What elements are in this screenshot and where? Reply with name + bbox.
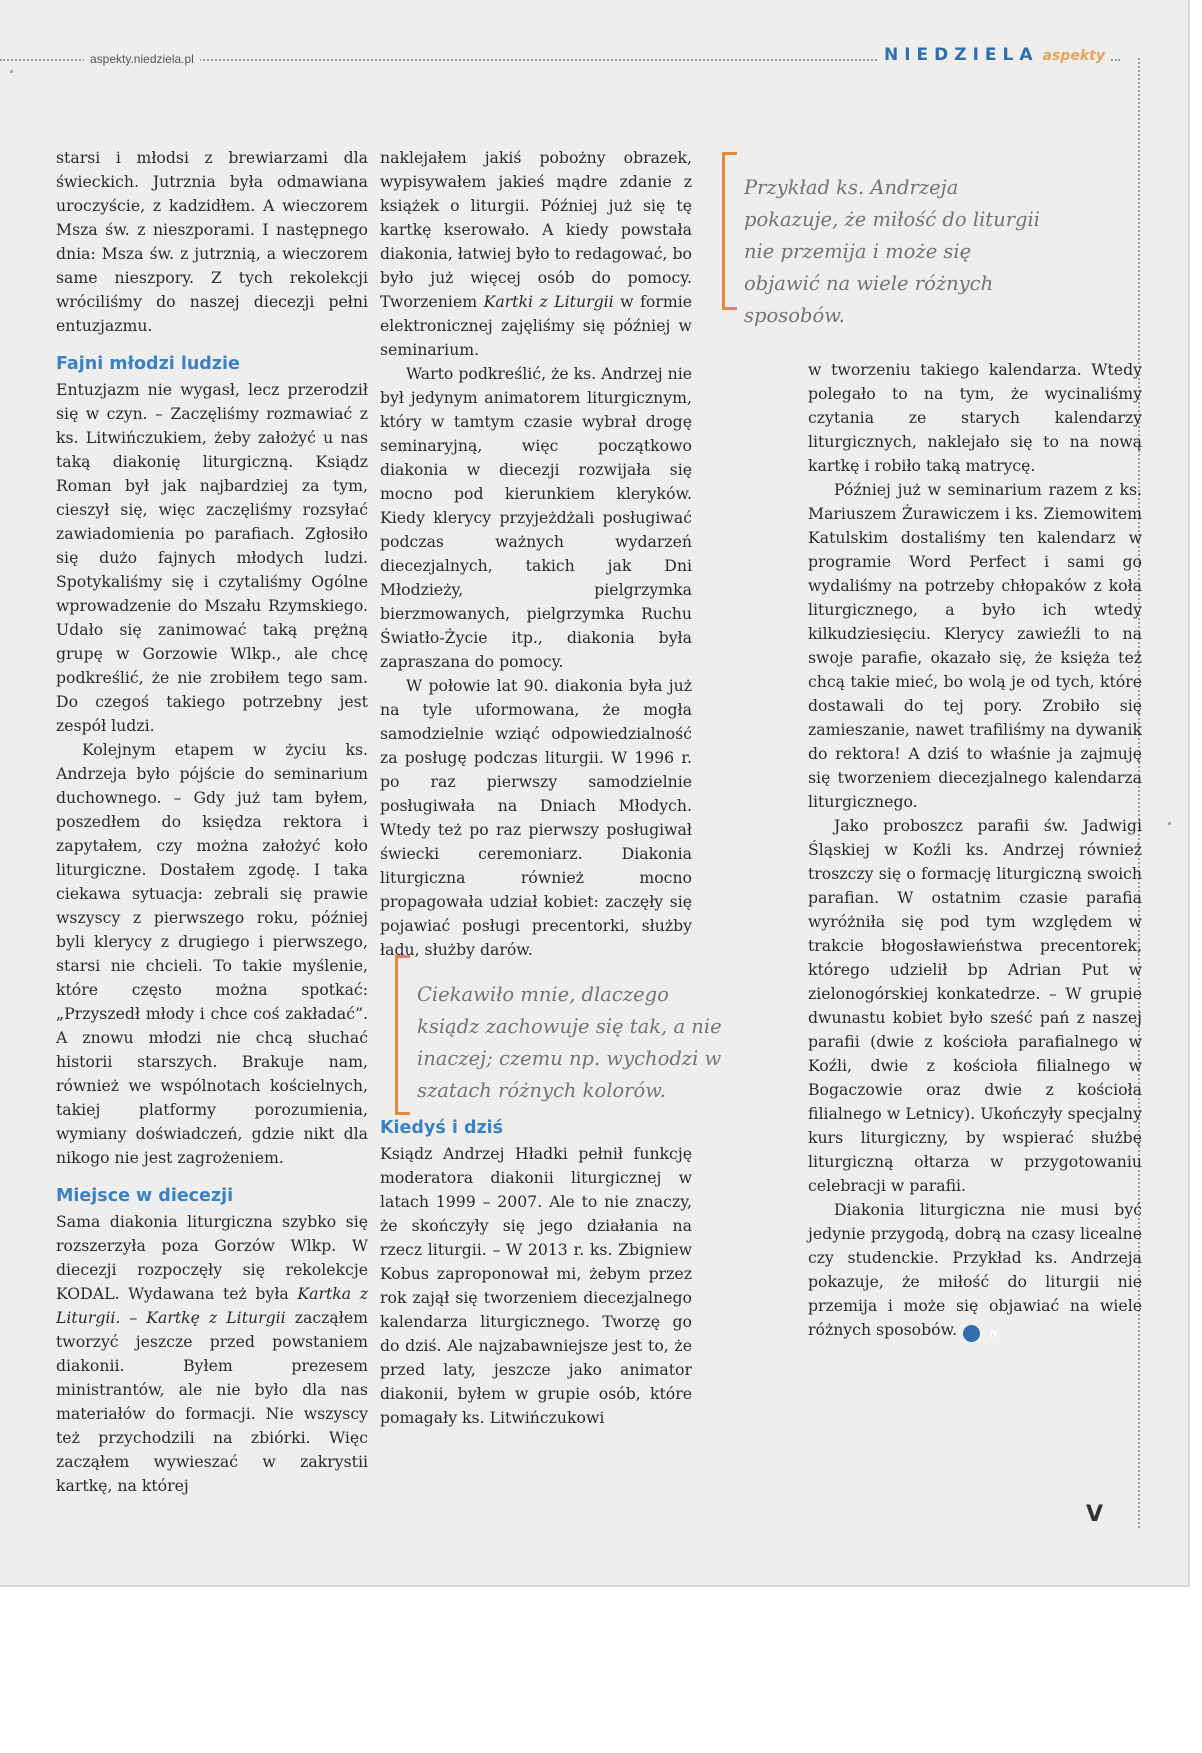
page-number: V: [1086, 1502, 1104, 1527]
article-column-1: [56, 146, 368, 1498]
paragraph: Diakonia liturgiczna nie musi być jedynie przygodą, dobrą na czasy licealne czy studenckie. Przykład ks. Andrzeja pokazuje, że miłość do liturgii nie przemija i może się objawiać na wiele różnych sposobów. n: [808, 1200, 1142, 1340]
paragraph: Kolejnym etapem w życiu ks. Andrzeja było pójście do seminarium duchownego. – Gdy już tam byłem, poszedłem do księdza rektora i zapytałem, czy można założyć koło liturgiczne. Dostałem zgodę. I taka ciekawa sytuacja: zebrali się prawie wszyscy z pierwszego roku, później byli klerycy z drugiego i pierwszego, starsi nie chcieli. To takie myślenie, które często można spotkać: „Przyszedł młody i chce coś zakładać”. A znowu młodzi nie chcą słuchać historii starszych. Brakuje nam, również we wspólnotach kościelnych, takiej platformy porozumienia, wymiany doświadczeń, gdzie nikt dla nikogo nie jest zagrożeniem.: [56, 740, 368, 1167]
article-column-2: [380, 146, 692, 1430]
bracket-icon: [722, 152, 737, 310]
section-heading: Fajni młodzi ludzie: [56, 354, 240, 374]
paragraph: W połowie lat 90. diakonia była już na tyle uformowana, że mogła samodzielnie wziąć odpowiedzialność za posługę podczas liturgii. W 1996 r. po raz pierwszy samodzielnie posługiwała na Dniach Młodych. Wtedy też po raz pierwszy posługiwał świecki ceremoniarz. Diakonia liturgiczna również mocno propagowała udział kobiet: zaczęły się pojawiać posługi precentorki, służby ładu, służby darów.: [380, 676, 692, 959]
bracket-icon: [395, 955, 410, 1115]
paragraph: Jako proboszcz parafii św. Jadwigi Śląskiej w Koźli ks. Andrzej również troszczy się o formację liturgiczną swoich parafian. W ostatnim czasie parafia wyróżniła się pod tym względem w trakcie błogosławieństwa precentorek, którego udzielił bp Adrian Put w zielonogórskiej konkatedrze. – W grupie dwunastu kobiet było sześć pań z naszej parafii (dwie z kościoła parafialnego w Koźli, dwie z kościoła filialnego w Bogaczowie oraz dwie z kościoła filialnego w Letnicy). Ukończyły specjalny kurs liturgiczny, by wspierać służbę liturgiczną ołtarza w przygotowaniu celebracji w parafii.: [808, 816, 1142, 1195]
scan-fleck: [1168, 822, 1171, 825]
brand-name: NIEDZIELA: [884, 45, 1039, 65]
paragraph: w tworzeniu takiego kalendarza. Wtedy polegało to na tym, że wycinaliśmy czytania ze starych kalendarzy liturgicznych, naklejało się to na nową kartkę i robiło taką matrycę.: [808, 360, 1142, 475]
brand-subtitle: aspekty: [1042, 48, 1105, 64]
paragraph: Warto podkreślić, że ks. Andrzej nie był jedynym animatorem liturgicznym, który w tamtym czasie wybrał drogę seminaryjną, więc początkowo diakonia w diecezji rozwijała się mocno pod kierunkiem kleryków. Kiedy klerycy przyjeżdżali posługiwać podczas ważnych wydarzeń diecezjalnych, takich jak Dni Młodzieży, pielgrzymka bierzmowanych, pielgrzymka Ruchu Światło-Życie itp., diakonia była zapraszana do pomocy.: [380, 364, 692, 671]
paragraph: starsi i młodsi z brewiarzami dla świeckich. Jutrznia była odmawiana uroczyście, z kadzidłem. A wieczorem Msza św. z nieszporami. I następnego dnia: Msza św. z jutrznią, a wieczorem same nieszpory. Z tych rekolekcji wróciliśmy do naszej diecezji pełni entuzjazmu.: [56, 148, 368, 335]
paragraph: Ksiądz Andrzej Hładki pełnił funkcję moderatora diakonii liturgicznej w latach 1999 – 2007. Ale to nie znaczy, że skończyły się jego działania na rzecz liturgii. – W 2013 r. ks. Zbigniew Kobus zaproponował mi, żebym przez rok zajął się tworzeniem diecezjalnego kalendarza liturgicznego. Tworzę go do dziś. Ale najzabawniejsze jest to, że przed laty, jeszcze jako animator diakonii, byłem w grupie osób, które pomagały ks. Litwińczukowi: [380, 1144, 692, 1427]
site-url: aspekty.niedziela.pl: [84, 52, 200, 66]
publication-title: Kartka z Liturgii: [56, 1284, 368, 1327]
scan-fleck: [10, 70, 13, 73]
publication-title: Kartkę z Liturgii: [146, 1308, 286, 1327]
pull-quote-text: Przykład ks. Andrzeja pokazuje, że miłość do liturgii nie przemija i może się objawić na wiele różnych sposobów.: [744, 176, 1040, 327]
paragraph: Entuzjazm nie wygasł, lecz przerodził się w czyn. – Zaczęliśmy rozmawiać z ks. Litwińczukiem, żeby założyć u nas taką diakonię liturgiczną. Ksiądz Roman był jak najbardziej za tym, cieszył się, więc zaczęliśmy rozsyłać zawiadomienia po parafiach. Zgłosiło się dużo fajnych młodych ludzi. Spotykaliśmy się i czytaliśmy Ogólne wprowadzenie do Mszału Rzymskiego. Udało się zanimować taką prężną grupę w Gorzowie Wlkp., ale chcę podkreślić, że nie zrobiłem tego sam. Do czegoś takiego potrzebny jest zespół ludzi.: [56, 380, 368, 735]
paragraph: Sama diakonia liturgiczna szybko się rozszerzyła poza Gorzów Wlkp. W diecezji rozpoczęły się rekolekcje KODAL. Wydawana też była Kartka z Liturgii. – Kartkę z Liturgii zacząłem tworzyć jeszcze przed powstaniem diakonii. Byłem prezesem ministrantów, ale nie było dla nas materiałów do formacji. Nie wszyscy też przychodzili na zbiórki. Więc zacząłem wywieszać w zakrystii kartkę, na której: [56, 1212, 368, 1495]
end-of-article-icon: n: [963, 1325, 980, 1342]
paragraph: Później już w seminarium razem z ks. Mariuszem Żurawiczem i ks. Ziemowitem Katulskim dostaliśmy ten kalendarz w programie Word Perfect i sami go wydaliśmy na potrzeby chłopaków z koła liturgicznego, a było ich wtedy kilkudziesięciu. Klerycy zawieźli to na swoje parafie, okazało się, że księża też chcą takie mieć, bo wolą je od tych, które dostawali do tej pory. Zrobiło się zamieszanie, nawet trafiliśmy na dywanik do rektora! A dziś to właśnie ja zajmuję się tworzeniem diecezjalnego kalendarza liturgicznego.: [808, 480, 1142, 811]
pull-quote-middle: [395, 955, 725, 1115]
paragraph: naklejałem jakiś pobożny obrazek, wypisywałem jakieś mądre zdanie z książek o liturgii. Później już się tę kartkę kserowało. A kiedy powstała diakonia, łatwiej było to redagować, bo było już więcej osób do pomocy. Tworzeniem Kartki z Liturgii w formie elektronicznej zajęliśmy się później w seminarium.: [380, 148, 693, 359]
section-heading: Miejsce w diecezji: [56, 1186, 234, 1206]
brand-logo: [878, 45, 1111, 65]
publication-title: Kartki z Liturgii: [483, 292, 614, 311]
page-header: [0, 42, 1150, 72]
pull-quote-top: [722, 152, 1052, 327]
section-heading: Kiedyś i dziś: [380, 1118, 504, 1138]
pull-quote-text: Ciekawiło mnie, dlaczego ksiądz zachowuje się tak, a nie inaczej; czemu np. wychodzi w szatach różnych kolorów.: [417, 983, 722, 1102]
article-column-3: [808, 358, 1142, 1342]
